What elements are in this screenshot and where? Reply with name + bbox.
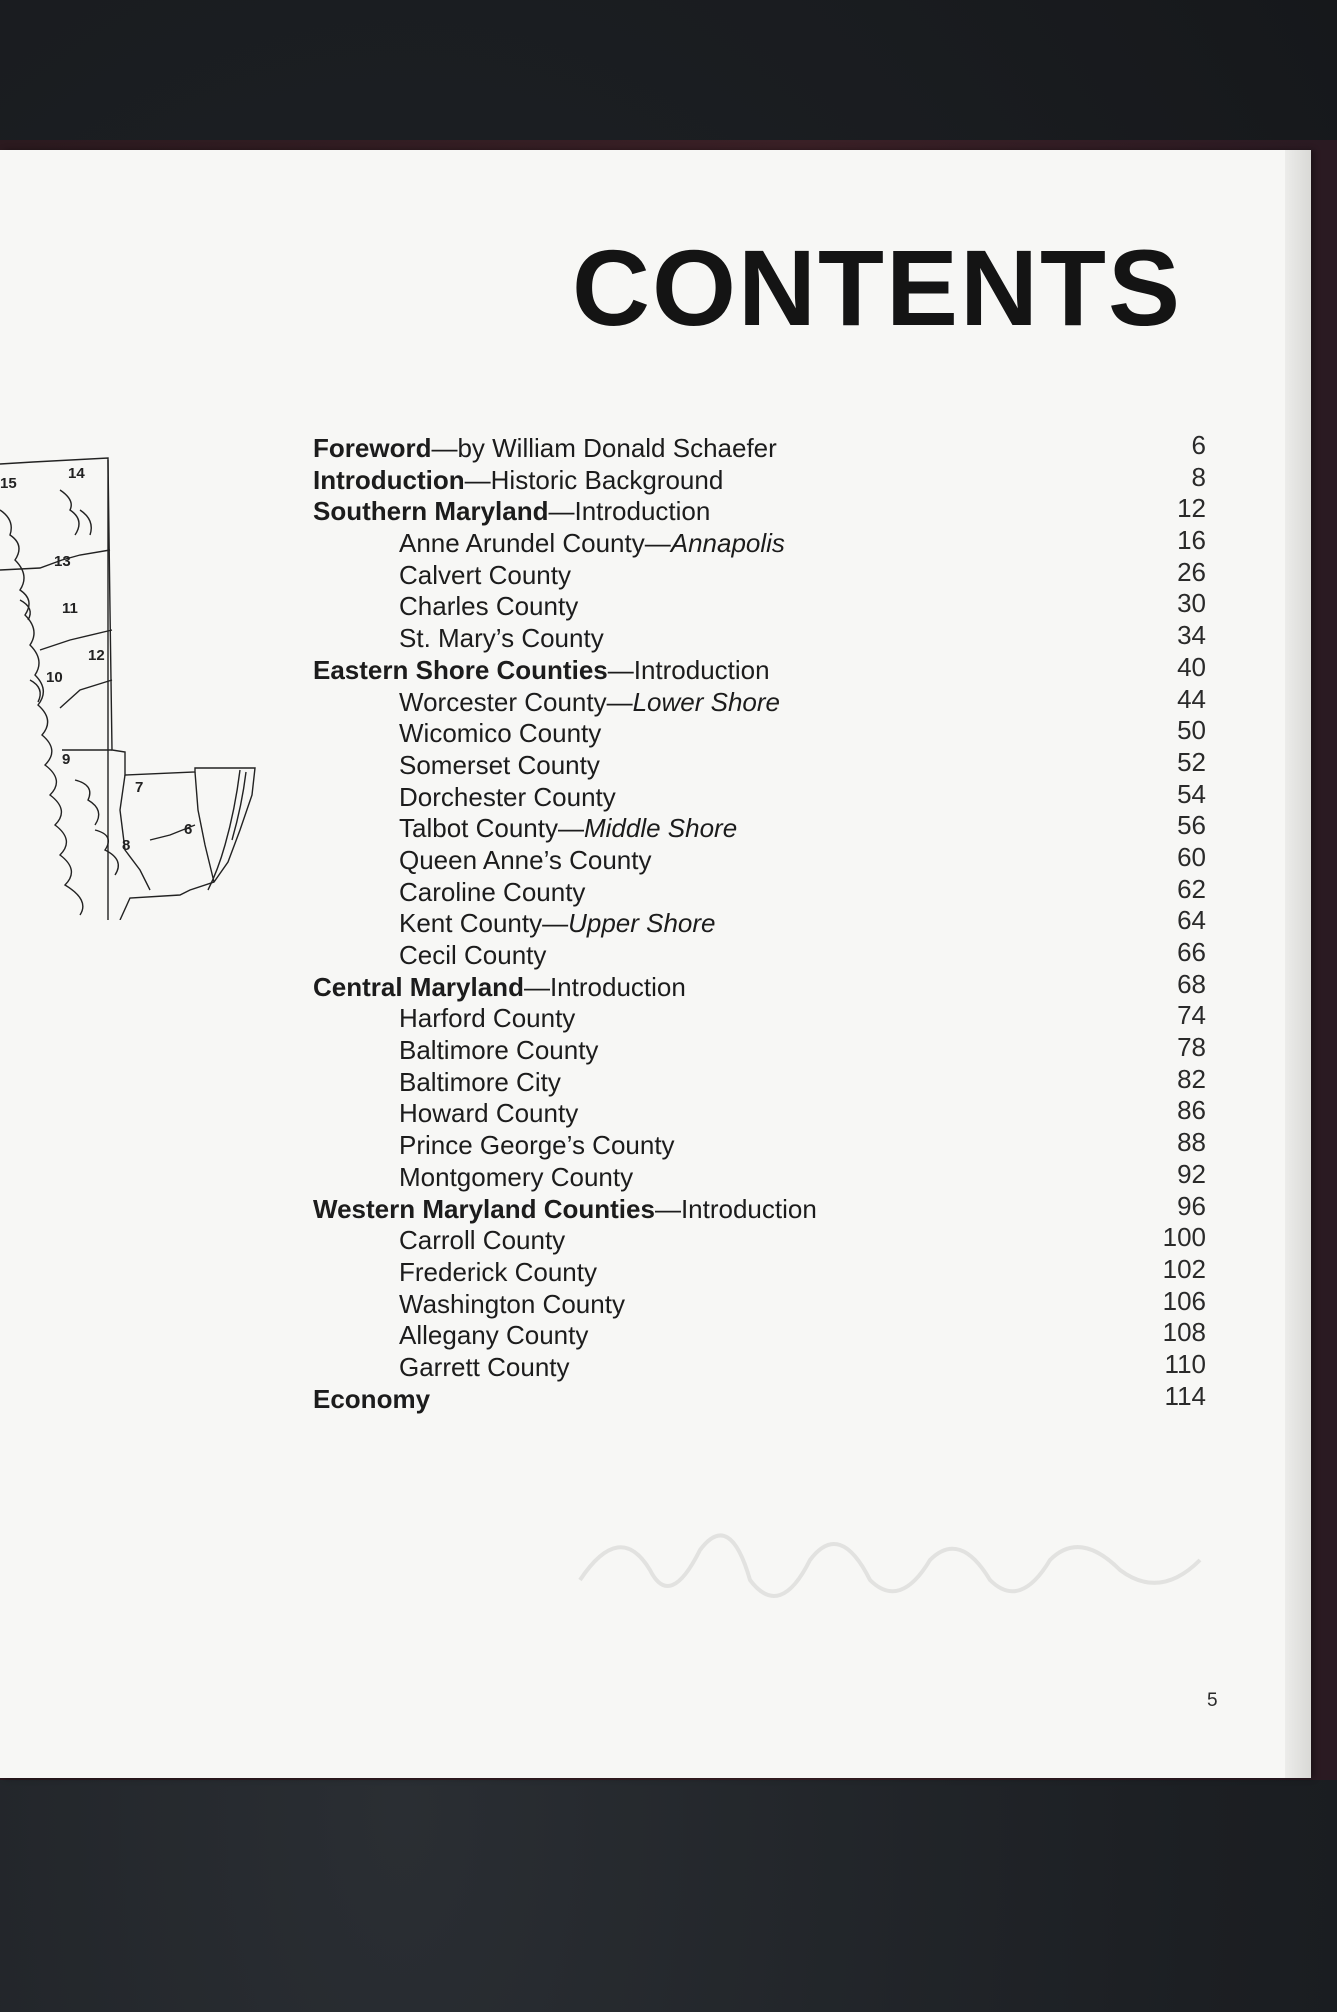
toc-section-heading: Eastern Shore Counties: [313, 654, 608, 685]
toc-page-number: 16: [1177, 525, 1206, 556]
toc-entry-subtitle: Middle Shore: [583, 813, 738, 844]
toc-entry-title: [399, 1098, 578, 1128]
toc-section-row: [313, 968, 1206, 1004]
toc-entry-text: —Introduction: [523, 971, 686, 1002]
toc-section-row: [313, 461, 1206, 497]
toc-entry-row: [313, 1127, 1206, 1162]
map-label: 12: [88, 647, 105, 664]
toc-entry-title: [313, 433, 777, 463]
toc-entry-row: [313, 525, 1206, 560]
toc-page-number: 50: [1177, 715, 1206, 746]
map-label: 8: [122, 837, 131, 854]
toc-entry-title: [399, 1257, 597, 1287]
toc-page-number: 86: [1177, 1095, 1206, 1126]
toc-entry-text: Howard County: [399, 1098, 579, 1129]
toc-page-number: 88: [1177, 1127, 1206, 1158]
toc-entry-text: Washington County: [399, 1288, 625, 1319]
toc-page-number: 96: [1177, 1190, 1206, 1221]
toc-entry-text: Kent County—: [399, 908, 569, 939]
toc-entry-subtitle: Annapolis: [670, 528, 785, 559]
toc-entry-title: [399, 528, 785, 558]
toc-entry-row: [313, 1253, 1206, 1289]
table-of-contents: [313, 430, 1206, 1415]
toc-entry-title: [313, 655, 770, 685]
toc-entry-title: [399, 1352, 570, 1382]
toc-entry-text: —Introduction: [548, 496, 711, 527]
toc-entry-text: —Historic Background: [464, 464, 724, 495]
toc-entry-text: Worcester County—: [399, 686, 633, 717]
toc-entry-title: [399, 877, 585, 907]
page-number: 5: [1207, 1690, 1218, 1711]
toc-entry-text: Caroline County: [399, 876, 586, 907]
map-label: 9: [62, 751, 71, 768]
toc-entry-row: [313, 715, 1206, 750]
toc-entry-row: [313, 905, 1206, 940]
map-label: 13: [54, 553, 71, 570]
toc-entry-title: [399, 1225, 565, 1255]
toc-entry-text: —Introduction: [654, 1193, 817, 1224]
toc-entry-title: [399, 560, 571, 590]
toc-page-number: 108: [1162, 1317, 1206, 1348]
toc-entry-row: [313, 937, 1206, 972]
toc-entry-text: Dorchester County: [399, 781, 616, 812]
toc-entry-subtitle: Upper Shore: [568, 908, 716, 939]
toc-entry-row: [313, 1063, 1206, 1099]
toc-page-number: 12: [1177, 493, 1206, 524]
toc-page-number: 34: [1177, 620, 1206, 651]
toc-page-number: 82: [1177, 1063, 1206, 1094]
toc-page-number: 54: [1177, 778, 1206, 809]
toc-entry-text: Prince George’s County: [399, 1130, 675, 1161]
toc-page-number: 102: [1162, 1253, 1206, 1284]
toc-section-row: [313, 430, 1206, 465]
toc-entry-row: [313, 1317, 1206, 1352]
toc-entry-row: [313, 1032, 1206, 1067]
toc-entry-title: [399, 1035, 598, 1065]
toc-entry-row: [313, 810, 1206, 845]
toc-page-number: 106: [1162, 1285, 1206, 1316]
toc-page-number: 64: [1177, 905, 1206, 936]
toc-entry-text: Frederick County: [399, 1256, 597, 1287]
toc-entry-title: [399, 1289, 625, 1319]
toc-entry-text: Baltimore County: [399, 1035, 599, 1066]
toc-page-number: 74: [1177, 1000, 1206, 1031]
toc-entry-text: Calvert County: [399, 559, 571, 590]
map-label: 6: [184, 821, 193, 838]
toc-section-row: [313, 1380, 1206, 1416]
toc-page-number: 68: [1177, 968, 1206, 999]
toc-page-number: 52: [1177, 746, 1206, 777]
toc-entry-title: [399, 1067, 561, 1097]
toc-section-row: [313, 1190, 1206, 1226]
toc-entry-title: [399, 591, 578, 621]
toc-entry-text: Allegany County: [399, 1320, 589, 1351]
page-edge: [1285, 150, 1311, 1778]
toc-entry-subtitle: Lower Shore: [632, 686, 781, 717]
page-title: CONTENTS: [572, 227, 1182, 348]
toc-page-number: 26: [1177, 556, 1206, 587]
toc-section-heading: Southern Maryland: [313, 496, 549, 527]
toc-entry-row: [313, 746, 1206, 782]
toc-page-number: 60: [1177, 841, 1206, 872]
toc-entry-title: [399, 813, 737, 843]
toc-entry-row: [313, 873, 1206, 909]
toc-entry-row: [313, 620, 1206, 655]
toc-page-number: 100: [1162, 1222, 1206, 1253]
toc-page-number: 78: [1177, 1032, 1206, 1063]
toc-entry-text: Montgomery County: [399, 1161, 634, 1192]
toc-page-number: 66: [1177, 937, 1206, 967]
toc-entry-title: [313, 1194, 817, 1224]
toc-page-number: 8: [1191, 461, 1206, 492]
toc-entry-title: [399, 845, 651, 875]
map-label: 15: [0, 475, 17, 492]
toc-entry-text: St. Mary’s County: [399, 623, 604, 654]
toc-entry-title: [399, 750, 600, 780]
map-label: 14: [68, 465, 85, 482]
toc-entry-text: Anne Arundel County—: [399, 528, 671, 559]
toc-entry-text: Baltimore City: [399, 1066, 561, 1097]
map-label: 11: [62, 600, 78, 617]
toc-entry-text: Charles County: [399, 591, 579, 622]
toc-entry-text: Cecil County: [399, 940, 547, 970]
toc-entry-text: Garrett County: [399, 1351, 570, 1382]
toc-entry-row: [313, 778, 1206, 814]
maryland-county-map: [0, 450, 262, 920]
toc-page-number: 6: [1191, 430, 1206, 460]
toc-entry-title: [399, 1320, 588, 1350]
toc-entry-text: Carroll County: [399, 1225, 566, 1256]
toc-entry-text: Wicomico County: [399, 718, 602, 749]
toc-page-number: 56: [1177, 810, 1206, 841]
toc-entry-title: [399, 1162, 633, 1192]
toc-entry-row: [313, 1348, 1206, 1384]
map-label: 7: [135, 779, 144, 796]
toc-entry-title: [399, 1130, 675, 1160]
toc-entry-row: [313, 556, 1206, 592]
toc-entry-title: [313, 465, 723, 495]
toc-entry-text: Talbot County—: [399, 813, 584, 844]
toc-entry-row: [313, 841, 1206, 877]
toc-entry-text: —Introduction: [607, 654, 770, 685]
toc-entry-title: [399, 718, 601, 748]
toc-section-row: [313, 651, 1206, 687]
toc-section-heading: Introduction: [313, 464, 465, 495]
toc-entry-title: [313, 496, 710, 526]
toc-entry-text: —by William Donald Schaefer: [431, 433, 777, 463]
toc-entry-text: Somerset County: [399, 749, 600, 780]
toc-entry-row: [313, 588, 1206, 623]
toc-entry-row: [313, 1285, 1206, 1321]
toc-entry-title: [399, 1003, 575, 1033]
toc-page-number: 114: [1164, 1380, 1206, 1411]
toc-entry-row: [313, 1158, 1206, 1194]
toc-page-number: 44: [1177, 683, 1206, 714]
toc-section-heading: Foreword: [313, 433, 432, 463]
toc-entry-title: [399, 940, 546, 970]
toc-page-number: 40: [1177, 651, 1206, 682]
toc-entry-title: [399, 782, 616, 812]
toc-page-number: 110: [1164, 1348, 1206, 1379]
toc-entry-row: [313, 1000, 1206, 1035]
toc-section-row: [313, 493, 1206, 528]
toc-entry-row: [313, 1095, 1206, 1130]
toc-entry-title: [313, 1384, 430, 1414]
toc-entry-title: [313, 972, 686, 1002]
map-label: 10: [46, 669, 63, 686]
toc-entry-title: [399, 623, 604, 653]
toc-page-number: 62: [1177, 873, 1206, 904]
toc-section-heading: Western Maryland Counties: [313, 1193, 655, 1224]
toc-entry-row: [313, 1222, 1206, 1257]
toc-section-heading: Central Maryland: [313, 971, 524, 1002]
toc-entry-text: Harford County: [399, 1003, 576, 1034]
toc-entry-row: [313, 683, 1206, 719]
toc-entry-text: Queen Anne’s County: [399, 844, 652, 875]
toc-section-heading: Economy: [313, 1383, 431, 1414]
toc-page-number: 92: [1177, 1158, 1206, 1189]
toc-page-number: 30: [1177, 588, 1206, 619]
faded-signature: [560, 1490, 1240, 1640]
toc-entry-title: [399, 908, 716, 938]
toc-entry-title: [399, 687, 780, 717]
